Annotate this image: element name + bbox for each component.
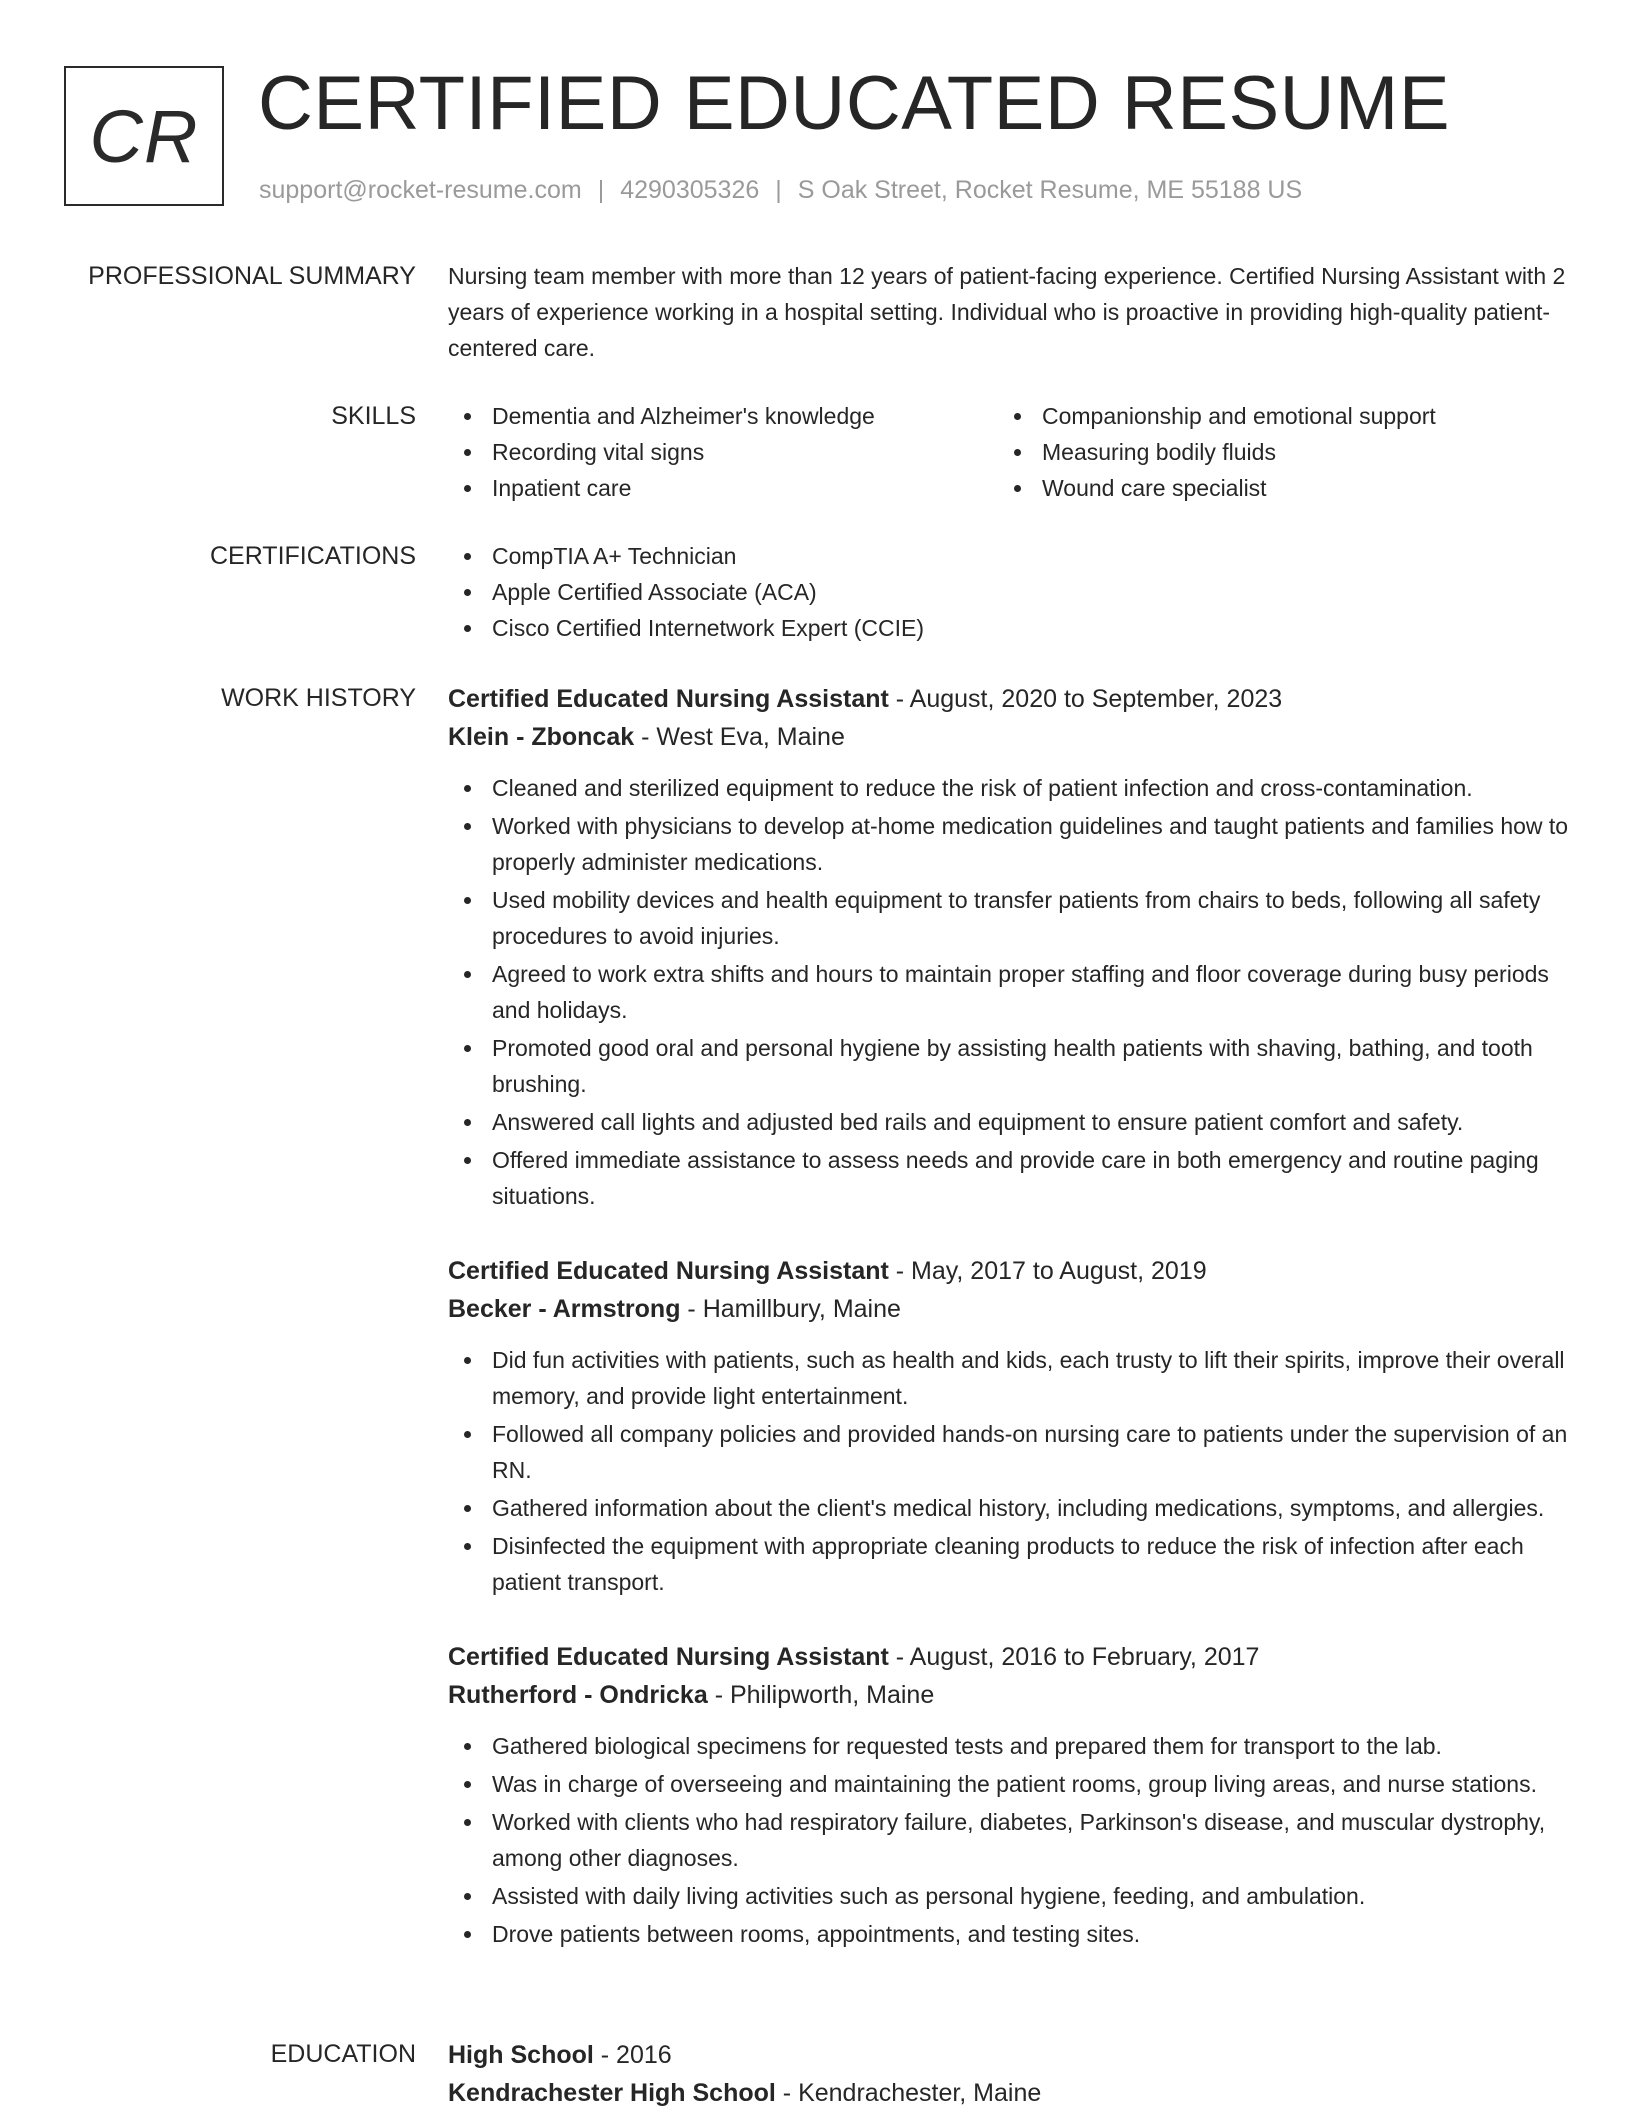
section-label-certifications: CERTIFICATIONS — [209, 542, 416, 570]
job-duties-list — [448, 1342, 1578, 1600]
list-item: Followed all company policies and provided hands-on nursing care to patients under the supervision of an RN. — [448, 1416, 1578, 1488]
list-item: Apple Certified Associate (ACA) — [448, 574, 1578, 610]
job-duties-list — [448, 770, 1578, 1214]
list-item: Gathered information about the client's medical history, including medications, symptoms, and allergies. — [448, 1490, 1578, 1526]
education-school-line — [448, 2074, 1578, 2112]
job-location: - Hamillbury, Maine — [680, 1295, 901, 1323]
education-location: - Kendrachester, Maine — [775, 2079, 1042, 2107]
monogram-logo: CR — [64, 66, 224, 206]
job-dates: - August, 2020 to September, 2023 — [888, 685, 1283, 713]
list-item: Was in charge of overseeing and maintaining the patient rooms, group living areas, and nurse stations. — [448, 1766, 1578, 1802]
education-degree: High School — [448, 2041, 594, 2069]
list-item: Measuring bodily fluids — [998, 434, 1548, 470]
job-company-line — [448, 1676, 1578, 1714]
job-title-line — [448, 1252, 1578, 1290]
job-dates: - August, 2016 to February, 2017 — [888, 1643, 1260, 1671]
list-item: Agreed to work extra shifts and hours to maintain proper staffing and floor coverage during busy periods and holidays. — [448, 956, 1578, 1028]
skills-body — [448, 398, 1578, 506]
contact-email: support@rocket-resume.com — [259, 176, 582, 204]
list-item: Disinfected the equipment with appropriate cleaning products to reduce the risk of infection after each patient transport. — [448, 1528, 1578, 1600]
list-item: Worked with physicians to develop at-home medication guidelines and taught patients and families how to properly administer medications. — [448, 808, 1578, 880]
job-entry — [448, 1638, 1578, 1952]
list-item: Promoted good oral and personal hygiene by assisting health patients with shaving, bathing, and tooth brushing. — [448, 1030, 1578, 1102]
list-item: Gathered biological specimens for requested tests and prepared them for transport to the lab. — [448, 1728, 1578, 1764]
job-entry — [448, 1252, 1578, 1600]
summary-body — [448, 258, 1578, 366]
list-item: Cisco Certified Internetwork Expert (CCIE) — [448, 610, 1578, 646]
education-degree-line — [448, 2036, 1578, 2074]
job-company: Klein - Zboncak — [448, 723, 635, 751]
skills-list-right — [998, 398, 1548, 506]
list-item: Did fun activities with patients, such as health and kids, each trusty to lift their spirits, improve their overall memory, and provide light entertainment. — [448, 1342, 1578, 1414]
job-title-line — [448, 1638, 1578, 1676]
list-item: Companionship and emotional support — [998, 398, 1548, 434]
job-title: Certified Educated Nursing Assistant — [448, 1643, 889, 1671]
education-year: - 2016 — [593, 2041, 672, 2069]
section-label-work-history: WORK HISTORY — [221, 684, 416, 712]
list-item: Worked with clients who had respiratory failure, diabetes, Parkinson's disease, and muscular dystrophy, among other diagnoses. — [448, 1804, 1578, 1876]
education-body — [448, 2036, 1578, 2112]
section-label-education: EDUCATION — [270, 2040, 416, 2068]
job-company-line — [448, 1290, 1578, 1328]
job-title: Certified Educated Nursing Assistant — [448, 685, 889, 713]
job-dates: - May, 2017 to August, 2019 — [888, 1257, 1207, 1285]
list-item: Wound care specialist — [998, 470, 1548, 506]
list-item: CompTIA A+ Technician — [448, 538, 1578, 574]
certifications-body — [448, 538, 1578, 646]
job-duties-list — [448, 1728, 1578, 1952]
section-label-skills: SKILLS — [331, 402, 416, 430]
contact-separator: | — [775, 176, 782, 204]
contact-phone: 4290305326 — [620, 176, 760, 204]
contact-address: S Oak Street, Rocket Resume, ME 55188 US — [797, 176, 1303, 204]
list-item: Cleaned and sterilized equipment to reduce the risk of patient infection and cross-contamination. — [448, 770, 1578, 806]
list-item: Dementia and Alzheimer's knowledge — [448, 398, 998, 434]
job-location: - West Eva, Maine — [634, 723, 845, 751]
resume-name-heading: CERTIFIED EDUCATED RESUME — [258, 61, 1451, 146]
education-school: Kendrachester High School — [448, 2079, 776, 2107]
work-history-body — [448, 680, 1578, 1990]
certifications-list — [448, 538, 1578, 646]
skills-list-left — [448, 398, 998, 506]
job-company: Becker - Armstrong — [448, 1295, 681, 1323]
list-item: Recording vital signs — [448, 434, 998, 470]
job-company-line — [448, 718, 1578, 756]
contact-line — [259, 174, 1302, 206]
job-company: Rutherford - Ondricka — [448, 1681, 708, 1709]
section-label-summary: PROFESSIONAL SUMMARY — [88, 262, 416, 290]
contact-separator: | — [597, 176, 605, 204]
list-item: Inpatient care — [448, 470, 998, 506]
list-item: Answered call lights and adjusted bed rails and equipment to ensure patient comfort and safety. — [448, 1104, 1578, 1140]
list-item: Used mobility devices and health equipment to transfer patients from chairs to beds, following all safety procedures to avoid injuries. — [448, 882, 1578, 954]
job-entry — [448, 680, 1578, 1214]
summary-text: Nursing team member with more than 12 years of patient-facing experience. Certified Nursing Assistant with 2 years of experience working in a hospital setting. Individual who is proactive in providing high-quality patient-centered care. — [448, 263, 1566, 361]
list-item: Offered immediate assistance to assess needs and provide care in both emergency and routine paging situations. — [448, 1142, 1578, 1214]
list-item: Assisted with daily living activities such as personal hygiene, feeding, and ambulation. — [448, 1878, 1578, 1914]
job-title-line — [448, 680, 1578, 718]
job-title: Certified Educated Nursing Assistant — [448, 1257, 889, 1285]
list-item: Drove patients between rooms, appointments, and testing sites. — [448, 1916, 1578, 1952]
job-location: - Philipworth, Maine — [707, 1681, 935, 1709]
